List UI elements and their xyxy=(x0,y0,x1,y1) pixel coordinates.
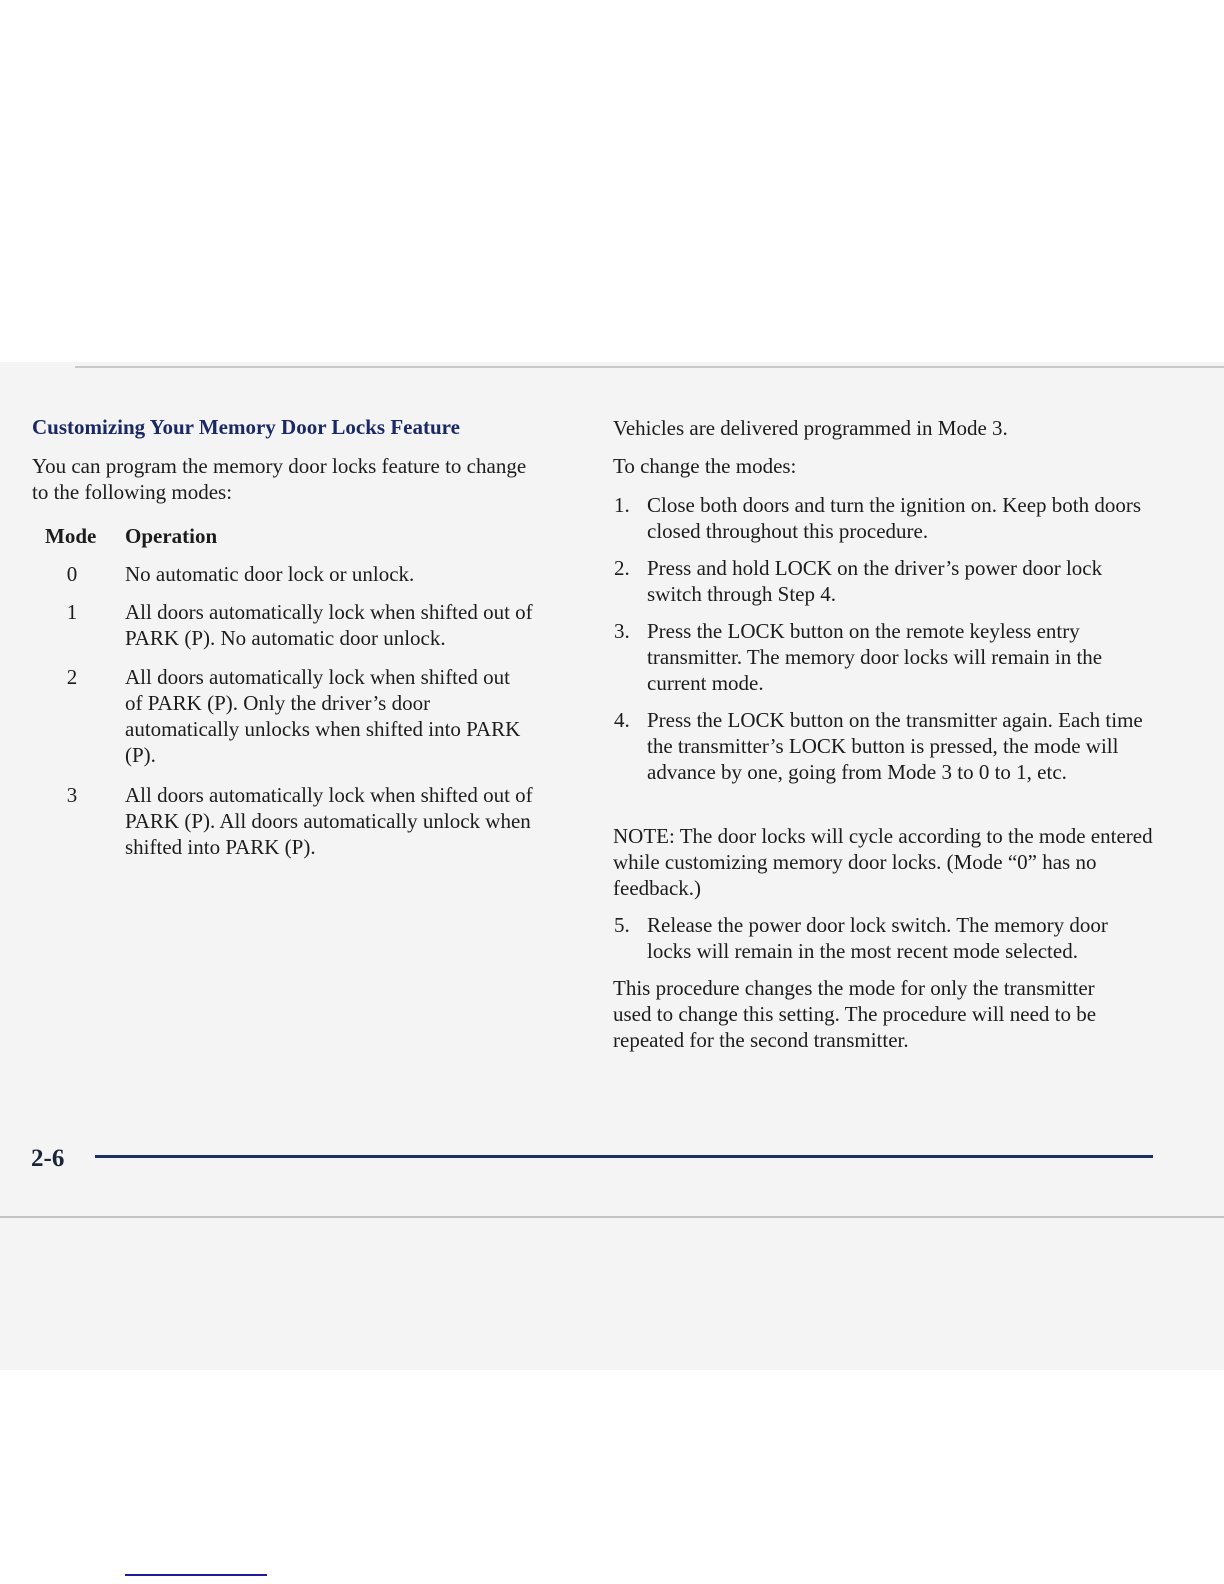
mode-operation: All doors automatically lock when shifted out of PARK (P). No automatic door unlock. xyxy=(125,600,533,650)
mode-number: 0 xyxy=(66,562,78,586)
step-text: Press and hold LOCK on the driver’s power door lock switch through Step 4. xyxy=(647,556,1103,606)
step-number: 2. xyxy=(614,556,630,580)
mode-column-header: Mode xyxy=(45,524,97,548)
footnote-rule xyxy=(125,1574,267,1576)
intro-paragraph: You can program the memory door locks feature to change to the following modes: xyxy=(32,454,527,504)
mode-number: 2 xyxy=(66,665,78,689)
bottom-divider xyxy=(0,1216,1224,1218)
mode-number: 3 xyxy=(66,783,78,807)
step-text: Release the power door lock switch. The memory door locks will remain in the most recent mode selected. xyxy=(647,913,1108,963)
step-text: Press the LOCK button on the remote keyless entry transmitter. The memory door locks will remain in the current mode. xyxy=(647,619,1103,695)
note-text: NOTE: The door locks will cycle according to the mode entered while customizing memory door locks. (Mode “0” has no feedback.) xyxy=(613,824,1153,900)
delivered-text: Vehicles are delivered programmed in Mode 3. xyxy=(613,416,1008,440)
step-number: 3. xyxy=(614,619,630,643)
step-text: Press the LOCK button on the transmitter again. Each time the transmitter’s LOCK button is pressed, the mode will advance by one, going from Mode 3 to 0 to 1, etc. xyxy=(647,708,1143,784)
mode-operation: All doors automatically lock when shifted out of PARK (P). Only the driver’s door automatically unlocks when shifted into PARK (P). xyxy=(125,665,521,767)
top-divider xyxy=(75,366,1224,368)
section-heading: Customizing Your Memory Door Locks Feature xyxy=(32,415,460,439)
page-number: 2-6 xyxy=(31,1145,65,1172)
step-number: 5. xyxy=(614,913,630,937)
step-number: 4. xyxy=(614,708,630,732)
step-text: Close both doors and turn the ignition on. Keep both doors closed throughout this procedure. xyxy=(647,493,1142,543)
to-change-text: To change the modes: xyxy=(613,454,797,478)
mode-operation: All doors automatically lock when shifted out of PARK (P). All doors automatically unlock when shifted into PARK (P). xyxy=(125,783,533,859)
closing-paragraph: This procedure changes the mode for only the transmitter used to change this setting. The procedure will need to be repeated for the second transmitter. xyxy=(613,976,1097,1052)
mode-operation: No automatic door lock or unlock. xyxy=(125,562,415,586)
operation-column-header: Operation xyxy=(125,524,218,548)
mode-number: 1 xyxy=(66,600,78,624)
step-number: 1. xyxy=(614,493,630,517)
footer-rule xyxy=(95,1155,1153,1158)
